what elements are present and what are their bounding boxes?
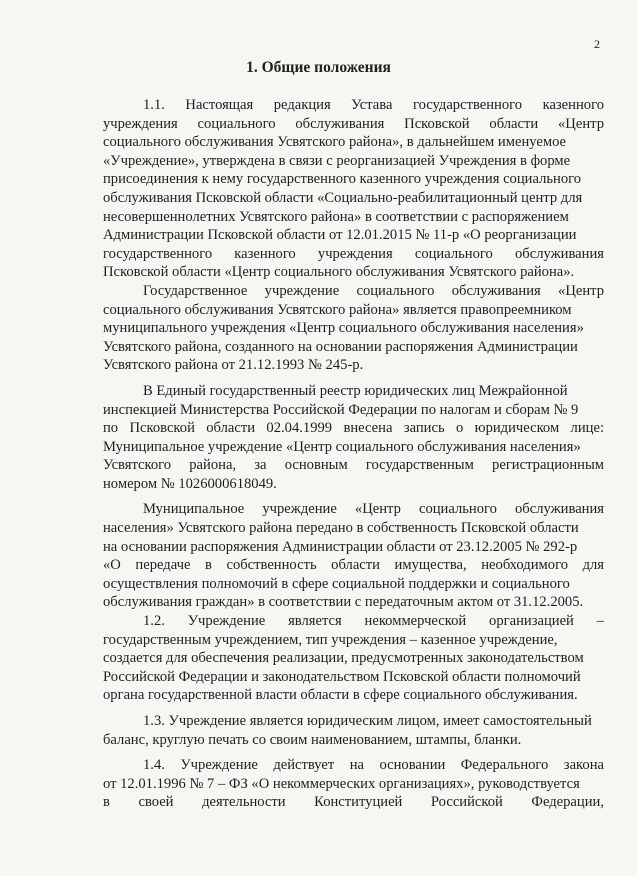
text-line: Государственное учреждение социального обслуживания «Центр [143, 282, 604, 299]
text-line: учреждения социального обслуживания Псковской области «Центр [103, 115, 604, 132]
text-line: 1.4. Учреждение действует на основании Федерального закона [143, 757, 604, 774]
text-line: номером № 1026000618049. [103, 475, 277, 492]
text-line: «Учреждение», утверждена в связи с реорганизацией Учреждения в форме [103, 152, 571, 169]
text-line: в своей деятельности Конституцией Российской Федерации, [103, 794, 604, 811]
text-line: Муниципальное учреждение «Центр социального обслуживания населения» [103, 438, 581, 455]
paragraph-1-4 [103, 756, 604, 812]
text-line: Псковской области «Центр социального обслуживания Усвятского района». [103, 264, 575, 281]
text-line: от 12.01.1996 № 7 – ФЗ «О некоммерческих организациях», руководствуется [103, 775, 580, 792]
text-line: присоединения к нему государственного казенного учреждения социального [103, 171, 582, 188]
text-line: баланс, круглую печать со своим наименованием, штампы, бланки. [103, 731, 522, 748]
text-line: социального обслуживания Усвятского района» является правопреемником [103, 301, 572, 318]
text-line: обслуживания граждан» в соответствии с передаточным актом от 31.12.2005. [103, 594, 584, 611]
text-line: Российской Федерации и законодательством Псковской области полномочий [103, 668, 581, 685]
text-line: В Единый государственный реестр юридических лиц Межрайонной [143, 382, 568, 399]
document-body [103, 96, 604, 812]
text-line: 1.1. Настоящая редакция Устава государственного казенного [143, 97, 604, 113]
paragraph-1-3 [103, 712, 604, 749]
paragraph-1-1 [103, 96, 604, 282]
text-line: государственным учреждением, тип учреждения – казенное учреждение, [103, 631, 558, 648]
text-line: органа государственной власти области в сфере социального обслуживания. [103, 687, 578, 704]
paragraph-1-2 [103, 612, 604, 705]
text-line: «О передаче в собственность области имущества, необходимого для [103, 557, 604, 574]
paragraph-transfer [103, 500, 604, 612]
text-line: 1.2. Учреждение является некоммерческой организацией – [143, 613, 604, 630]
text-line: муниципального учреждения «Центр социального обслуживания населения» [103, 320, 584, 337]
text-line: Усвятского района от 21.12.1993 № 245-р. [103, 357, 364, 374]
text-line: создается для обеспечения реализации, предусмотренных законодательством [103, 650, 584, 667]
text-line: Муниципальное учреждение «Центр социального обслуживания [143, 501, 604, 518]
text-line: несовершеннолетних Усвятского района» в соответствии с распоряжением [103, 208, 569, 225]
text-line: 1.3. Учреждение является юридическим лицом, имеет самостоятельный [143, 713, 592, 729]
text-line: обслуживания Псковской области «Социально-реабилитационный центр для [103, 189, 583, 206]
text-line: населения» Усвятского района передано в собственность Псковской области [103, 520, 579, 537]
text-line: социального обслуживания Усвятского района», в дальнейшем именуемое [103, 134, 567, 151]
page-number: 2 [594, 37, 600, 51]
text-line: Усвятского района, за основным государственным регистрационным [103, 457, 604, 474]
text-line: государственного казенного учреждения социального обслуживания [103, 245, 604, 262]
text-line: по Псковской области 02.04.1999 внесена запись о юридическом лице: [103, 420, 604, 437]
section-heading: 1. Общие положения [246, 59, 391, 76]
text-line: инспекцией Министерства Российской Федерации по налогам и сборам № 9 [103, 401, 579, 418]
text-line: Усвятского района, созданного на основании распоряжения Администрации [103, 338, 578, 355]
paragraph-successor [103, 282, 604, 375]
paragraph-registry [103, 382, 604, 494]
text-line: осуществления полномочий в сфере социальной поддержки и социального [103, 575, 570, 592]
text-line: на основании распоряжения Администрации области от 23.12.2005 № 292-р [103, 538, 578, 555]
text-line: Администрации Псковской области от 12.01.2015 № 11-р «О реорганизации [103, 227, 577, 244]
